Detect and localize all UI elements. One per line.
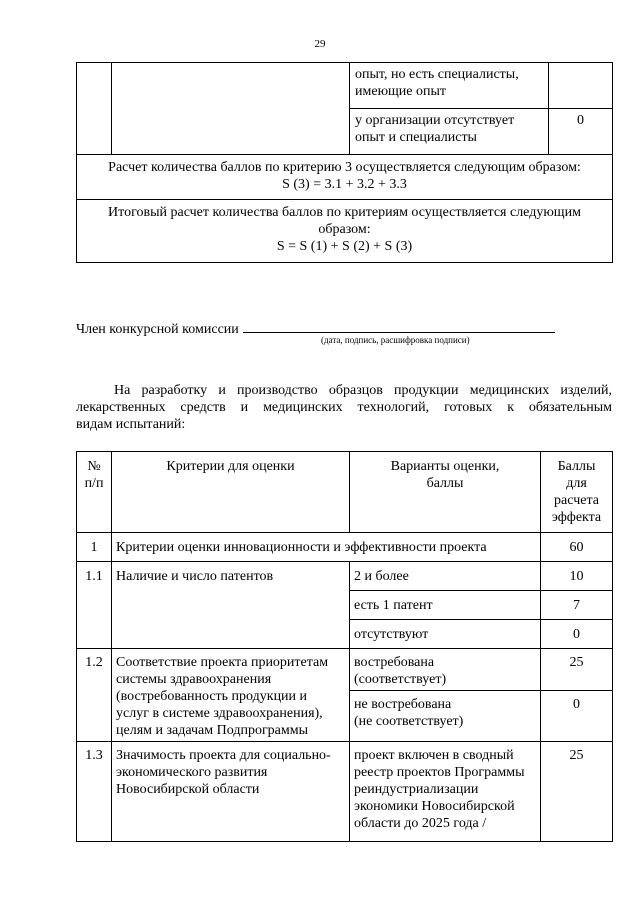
- header-variants: Варианты оценки, баллы: [350, 452, 541, 533]
- score-cell: 25: [541, 742, 613, 842]
- score-cell: 25: [541, 649, 613, 691]
- row-criteria: Значимость проекта для социально- экономического развития Новосибирской области: [112, 742, 350, 842]
- score-cell: 0: [541, 620, 613, 649]
- variant-cell: есть 1 патент: [350, 591, 541, 620]
- header-criteria: Критерии для оценки: [112, 452, 350, 533]
- score-cell: 0: [549, 109, 613, 155]
- criteria-cell: [112, 63, 350, 155]
- row-num: 1.3: [77, 742, 112, 842]
- header-score: Баллы для расчета эффекта: [541, 452, 613, 533]
- section-intro: На разработку и производство образцов продукции медицинских изделий, лекарственных средств и медицинских технологий, готовых к обязательным видам испытаний:: [76, 383, 612, 432]
- variant-cell: не востребована (не соответствует): [350, 691, 541, 742]
- score-cell: 0: [541, 691, 613, 742]
- variant-cell: востребована (соответствует): [350, 649, 541, 691]
- signature-field: [243, 319, 555, 333]
- row-criteria: Соответствие проекта приоритетам системы здравоохранения (востребованность продукции и услуг в системе здравоохранения), целям и задачам Подпрограммы: [112, 649, 350, 742]
- variant-cell: 2 и более: [350, 562, 541, 591]
- score-cell: [549, 63, 613, 109]
- variant-cell: проект включен в сводный реестр проектов Программы реиндустриализации экономики Новосибирской области до 2025 года /: [350, 742, 541, 842]
- variant-cell: у организации отсутствует опыт и специалисты: [350, 109, 549, 155]
- row-score: 60: [541, 533, 613, 562]
- signature-note: (дата, подпись, расшифровка подписи): [321, 335, 470, 345]
- criterion-3-table-continuation: [76, 62, 613, 263]
- row-num: 1.2: [77, 649, 112, 742]
- score-cell: 10: [541, 562, 613, 591]
- formula-total: Итоговый расчет количества баллов по критериям осуществляется следующим образом: S = S (1) + S (2) + S (3): [77, 200, 613, 263]
- score-cell: 7: [541, 591, 613, 620]
- row-num: 1: [77, 533, 112, 562]
- page-number: 29: [314, 38, 326, 50]
- header-num: № п/п: [77, 452, 112, 533]
- row-num: 1.1: [77, 562, 112, 649]
- variant-cell: опыт, но есть специалисты, имеющие опыт: [350, 63, 549, 109]
- row-criteria: Критерии оценки инновационности и эффективности проекта: [112, 533, 541, 562]
- criteria-table: [76, 451, 613, 842]
- formula-criterion-3: Расчет количества баллов по критерию 3 осуществляется следующим образом: S (3) = 3.1 + 3.2 + 3.3: [77, 155, 613, 200]
- num-cell: [77, 63, 112, 155]
- commission-member-line: [76, 319, 555, 338]
- variant-cell: отсутствуют: [350, 620, 541, 649]
- commission-member-label: Член конкурсной комиссии: [76, 322, 239, 337]
- row-criteria: Наличие и число патентов: [112, 562, 350, 649]
